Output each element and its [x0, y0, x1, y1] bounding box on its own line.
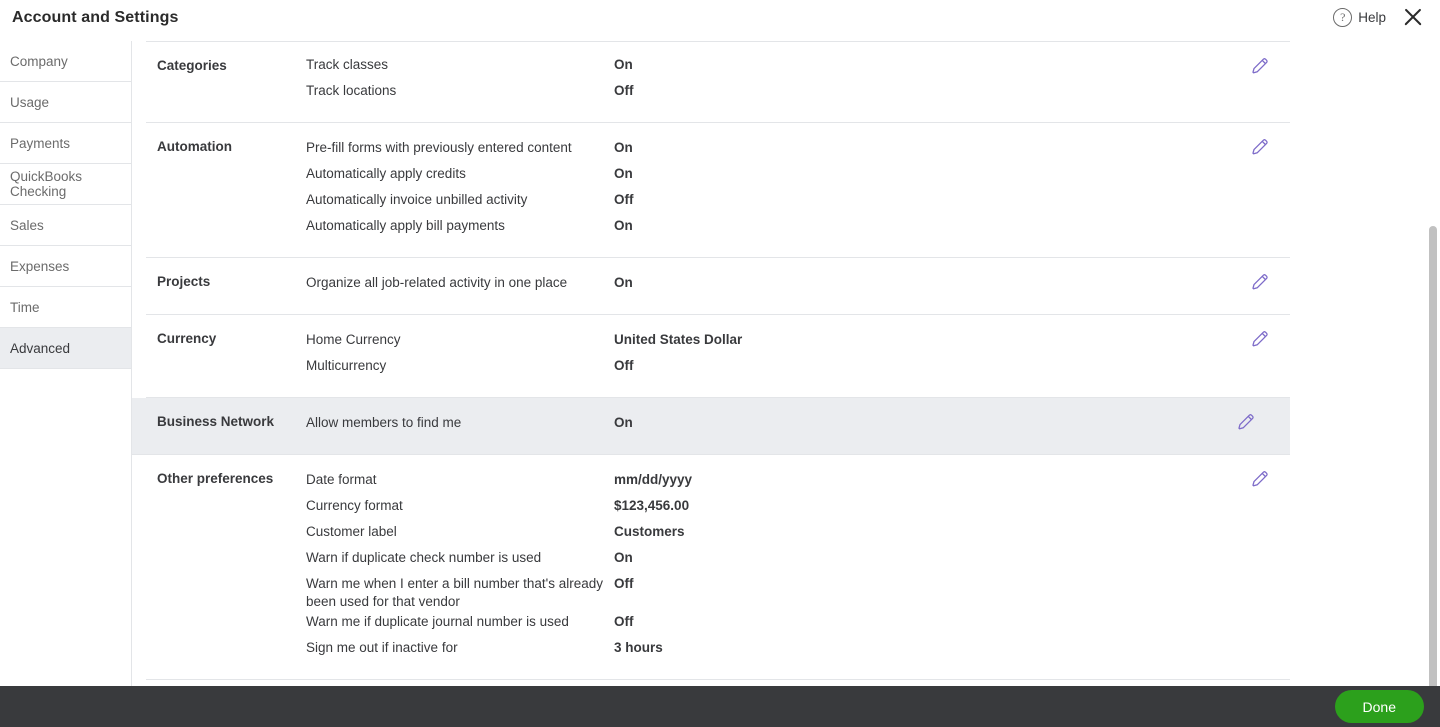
section-categories [146, 41, 1290, 123]
section-title: Automation [157, 139, 232, 154]
setting-label: Automatically invoice unbilled activity [306, 192, 528, 207]
help-label: Help [1358, 9, 1386, 25]
setting-row [306, 637, 1290, 663]
setting-label: Automatically apply credits [306, 166, 466, 181]
setting-row [306, 611, 1290, 637]
setting-row [306, 215, 1290, 241]
sidebar-item-label: Usage [10, 94, 50, 110]
sidebar-item-expenses[interactable] [0, 246, 131, 287]
setting-value: On [614, 166, 633, 181]
setting-value: Customers [614, 524, 685, 539]
sidebar-item-advanced[interactable] [0, 328, 131, 369]
setting-label: Warn me if duplicate journal number is used [306, 614, 569, 629]
pencil-icon[interactable] [1250, 469, 1272, 491]
setting-label: Multicurrency [306, 358, 387, 373]
setting-label: Warn if duplicate check number is used [306, 550, 542, 565]
pencil-icon[interactable] [1250, 56, 1272, 78]
setting-label: Home Currency [306, 332, 401, 347]
section-currency [146, 315, 1290, 398]
setting-value: On [614, 57, 633, 72]
setting-value: $123,456.00 [614, 498, 690, 513]
section-rows [306, 137, 1290, 241]
setting-value: On [614, 140, 633, 155]
settings-sections [132, 41, 1304, 706]
sidebar-item-label: QuickBooks Checking [10, 169, 83, 199]
done-button[interactable]: Done [1335, 690, 1424, 723]
page-title: Account and Settings [12, 9, 179, 26]
setting-row [306, 412, 1290, 438]
setting-label: Warn me when I enter a bill number that's already been used for that vendor [306, 576, 603, 609]
section-rows [306, 272, 1290, 298]
setting-row [306, 189, 1290, 215]
setting-row [306, 137, 1290, 163]
setting-value: Off [614, 83, 634, 98]
sidebar-item-sales[interactable] [0, 205, 131, 246]
setting-row [306, 80, 1290, 106]
vertical-scrollbar-thumb[interactable] [1429, 226, 1437, 691]
dialog-header [0, 0, 1440, 40]
pencil-icon[interactable] [1250, 272, 1272, 294]
sidebar-item-usage[interactable] [0, 82, 131, 123]
section-projects [146, 258, 1290, 315]
setting-value: Off [614, 614, 634, 629]
setting-value: Off [614, 192, 634, 207]
section-rows [306, 54, 1290, 106]
setting-value: Off [614, 576, 634, 591]
section-title: Categories [157, 58, 227, 73]
sidebar-item-company[interactable] [0, 41, 131, 82]
setting-label: Currency format [306, 498, 403, 513]
question-circle-icon: ? [1333, 8, 1352, 27]
setting-row [306, 272, 1290, 298]
setting-label: Pre-fill forms with previously entered content [306, 140, 572, 155]
sidebar-item-time[interactable] [0, 287, 131, 328]
setting-label: Date format [306, 472, 377, 487]
setting-value: Off [614, 358, 634, 373]
pencil-icon[interactable] [1250, 329, 1272, 351]
setting-row [306, 521, 1290, 547]
setting-label: Track classes [306, 57, 389, 72]
setting-row [306, 329, 1290, 355]
setting-value: On [614, 415, 633, 430]
setting-row [306, 355, 1290, 381]
setting-label: Organize all job-related activity in one place [306, 275, 568, 290]
sidebar-item-label: Payments [10, 135, 71, 151]
setting-row [306, 573, 1290, 611]
setting-value: mm/dd/yyyy [614, 472, 693, 487]
close-icon[interactable] [1400, 4, 1426, 30]
sidebar-item-label: Advanced [10, 340, 71, 356]
setting-row [306, 495, 1290, 521]
header-actions [1333, 4, 1426, 30]
setting-label: Automatically apply bill payments [306, 218, 505, 233]
section-title: Business Network [157, 414, 275, 429]
settings-sidebar [0, 41, 132, 686]
sidebar-item-label: Company [10, 53, 68, 69]
section-business-network[interactable] [132, 398, 1290, 455]
setting-row [306, 163, 1290, 189]
section-rows [306, 469, 1290, 663]
setting-value: 3 hours [614, 640, 663, 655]
setting-value: On [614, 275, 633, 290]
setting-value: On [614, 550, 633, 565]
section-title: Currency [157, 331, 217, 346]
setting-value: On [614, 218, 633, 233]
section-automation [146, 123, 1290, 258]
setting-label: Customer label [306, 524, 397, 539]
pencil-icon[interactable] [1250, 137, 1272, 159]
section-rows [306, 412, 1290, 438]
sidebar-item-label: Sales [10, 217, 44, 233]
setting-label: Allow members to find me [306, 415, 462, 430]
sidebar-item-label: Expenses [10, 258, 70, 274]
settings-content [132, 41, 1440, 686]
setting-label: Track locations [306, 83, 397, 98]
section-title: Projects [157, 274, 211, 289]
setting-label: Sign me out if inactive for [306, 640, 458, 655]
sidebar-item-payments[interactable] [0, 123, 131, 164]
sidebar-item-label: Time [10, 299, 40, 315]
section-rows [306, 329, 1290, 381]
setting-row [306, 54, 1290, 80]
setting-value: United States Dollar [614, 332, 743, 347]
help-button[interactable] [1333, 8, 1386, 27]
section-title: Other preferences [157, 471, 274, 486]
sidebar-item-quickbooks-checking[interactable] [0, 164, 131, 205]
pencil-icon[interactable] [1236, 412, 1258, 434]
setting-row [306, 547, 1290, 573]
bottom-bar [0, 686, 1440, 727]
section-other-preferences [146, 455, 1290, 680]
setting-row [306, 469, 1290, 495]
